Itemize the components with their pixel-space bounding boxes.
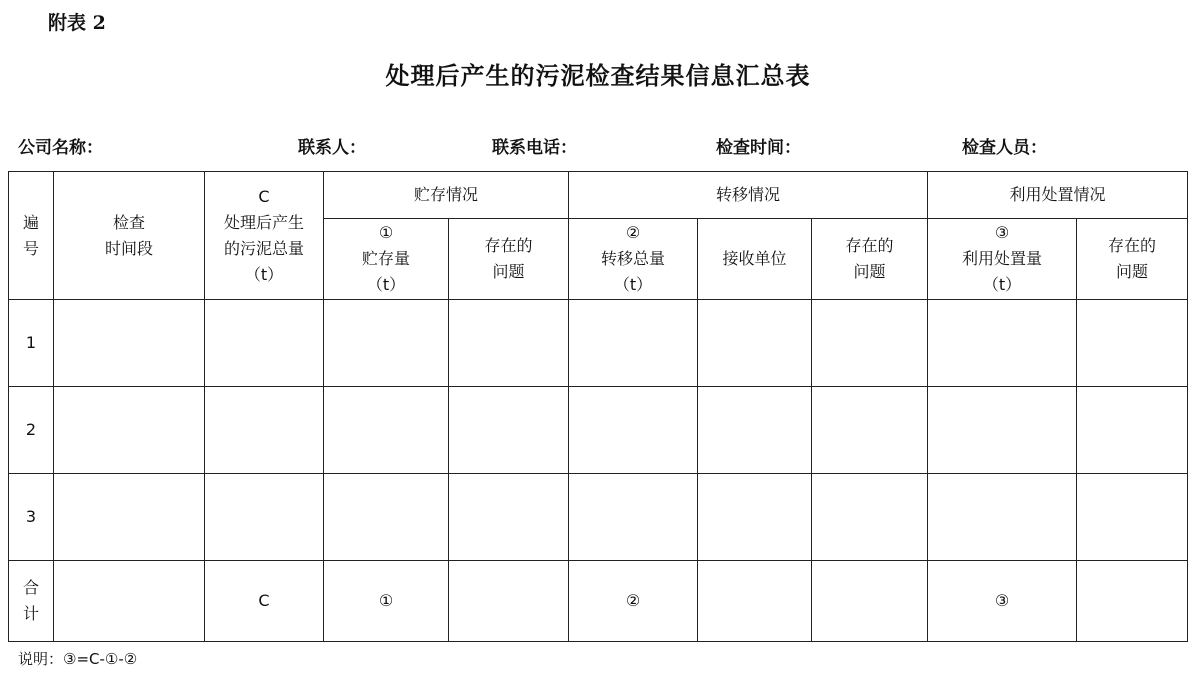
header-inspection-period: 检查 时间段 bbox=[54, 172, 205, 300]
total-storage: ① bbox=[324, 561, 449, 642]
table-row bbox=[9, 474, 1188, 561]
cell-period[interactable] bbox=[54, 474, 205, 561]
cell-storage-qty[interactable] bbox=[324, 300, 449, 387]
row-seq: 1 bbox=[9, 300, 54, 387]
attachment-label: 附表 2 bbox=[48, 12, 106, 34]
header-disposal-issue: 存在的 问题 bbox=[1077, 219, 1188, 300]
header-transfer-qty: ② 转移总量 （t） bbox=[569, 219, 698, 300]
header-storage-group: 贮存情况 bbox=[324, 172, 569, 219]
total-transfer-issue bbox=[812, 561, 928, 642]
cell-disposal-qty[interactable] bbox=[928, 387, 1077, 474]
cell-produced[interactable] bbox=[205, 300, 324, 387]
contact-person-label: 联系人： bbox=[298, 138, 366, 158]
row-seq: 3 bbox=[9, 474, 54, 561]
cell-storage-issue[interactable] bbox=[449, 300, 569, 387]
header-disposal-qty: ③ 利用处置量 （t） bbox=[928, 219, 1077, 300]
header-transfer-issue: 存在的 问题 bbox=[812, 219, 928, 300]
cell-receiver[interactable] bbox=[698, 300, 812, 387]
total-storage-issue bbox=[449, 561, 569, 642]
header-storage-qty: ① 贮存量 （t） bbox=[324, 219, 449, 300]
total-row bbox=[9, 561, 1188, 642]
inspection-time-label: 检查时间： bbox=[716, 138, 801, 158]
cell-disposal-issue[interactable] bbox=[1077, 300, 1188, 387]
contact-phone-label: 联系电话： bbox=[492, 138, 577, 158]
cell-transfer-qty[interactable] bbox=[569, 474, 698, 561]
header-seq: 遍 号 bbox=[9, 172, 54, 300]
cell-storage-qty[interactable] bbox=[324, 387, 449, 474]
sludge-summary-table bbox=[8, 171, 1188, 642]
cell-period[interactable] bbox=[54, 300, 205, 387]
header-transfer-group: 转移情况 bbox=[569, 172, 928, 219]
cell-transfer-issue[interactable] bbox=[812, 387, 928, 474]
header-sludge-produced: C 处理后产生 的污泥总量 （t） bbox=[205, 172, 324, 300]
table-row bbox=[9, 300, 1188, 387]
cell-transfer-issue[interactable] bbox=[812, 474, 928, 561]
company-name-label: 公司名称： bbox=[18, 138, 103, 158]
total-receiver bbox=[698, 561, 812, 642]
cell-storage-qty[interactable] bbox=[324, 474, 449, 561]
footnote: 说明：③=C-①-② bbox=[18, 650, 138, 668]
cell-transfer-qty[interactable] bbox=[569, 387, 698, 474]
total-period bbox=[54, 561, 205, 642]
cell-period[interactable] bbox=[54, 387, 205, 474]
total-produced: C bbox=[205, 561, 324, 642]
total-disposal: ③ bbox=[928, 561, 1077, 642]
inspector-label: 检查人员： bbox=[962, 138, 1047, 158]
cell-disposal-qty[interactable] bbox=[928, 474, 1077, 561]
total-label: 合 计 bbox=[9, 561, 54, 642]
cell-produced[interactable] bbox=[205, 387, 324, 474]
cell-receiver[interactable] bbox=[698, 387, 812, 474]
cell-transfer-qty[interactable] bbox=[569, 300, 698, 387]
cell-produced[interactable] bbox=[205, 474, 324, 561]
header-storage-issue: 存在的 问题 bbox=[449, 219, 569, 300]
total-disposal-issue bbox=[1077, 561, 1188, 642]
cell-disposal-issue[interactable] bbox=[1077, 387, 1188, 474]
cell-disposal-qty[interactable] bbox=[928, 300, 1077, 387]
cell-storage-issue[interactable] bbox=[449, 474, 569, 561]
total-transfer: ② bbox=[569, 561, 698, 642]
cell-disposal-issue[interactable] bbox=[1077, 474, 1188, 561]
cell-storage-issue[interactable] bbox=[449, 387, 569, 474]
header-receiver: 接收单位 bbox=[698, 219, 812, 300]
table-row bbox=[9, 387, 1188, 474]
header-disposal-group: 利用处置情况 bbox=[928, 172, 1188, 219]
header-row-group bbox=[9, 172, 1188, 219]
cell-transfer-issue[interactable] bbox=[812, 300, 928, 387]
cell-receiver[interactable] bbox=[698, 474, 812, 561]
document-title: 处理后产生的污泥检查结果信息汇总表 bbox=[385, 61, 811, 90]
row-seq: 2 bbox=[9, 387, 54, 474]
